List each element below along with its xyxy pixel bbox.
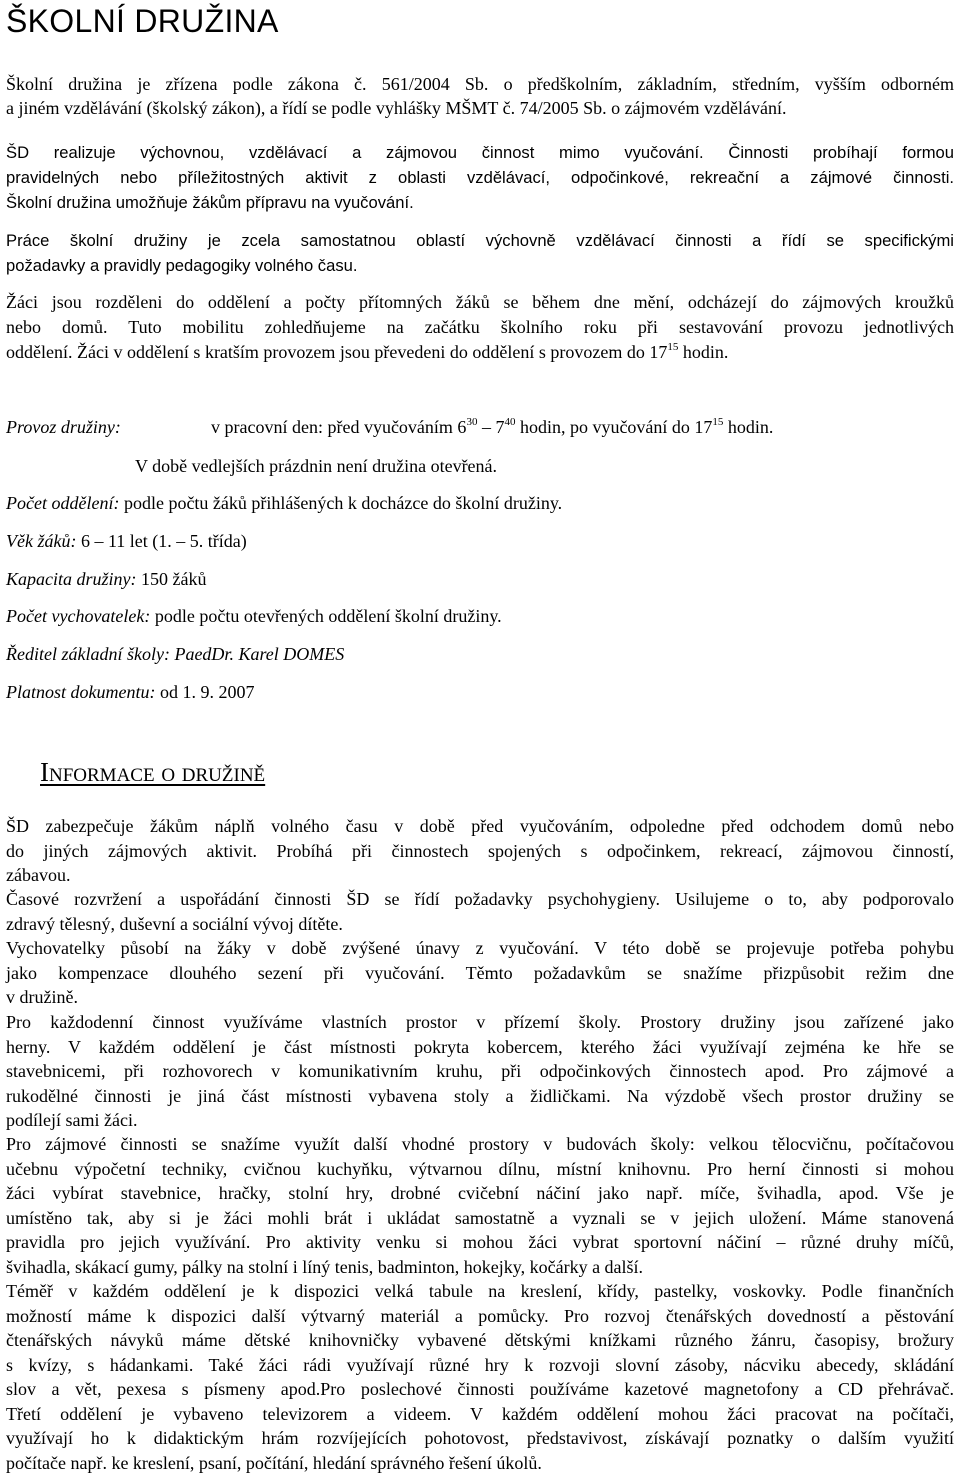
text-line: ŠD realizuje výchovnou, vzdělávací a zájmovou činnost mimo vyučování. Činnosti probíhají formou bbox=[6, 143, 954, 162]
provoz-value bbox=[211, 415, 773, 439]
text-line: Školní družina umožňuje žákům přípravu na vyučování. bbox=[6, 193, 414, 212]
text-line: čtenářských návyků máme dětské knihovničky vybavené dětskými knížkami různého žánru, časopisy, brožury bbox=[6, 1330, 954, 1350]
text-line: požadavky a pravidly pedagogiky volného času. bbox=[6, 256, 358, 275]
superscript: 30 bbox=[466, 416, 478, 428]
platnost-value: od 1. 9. 2007 bbox=[155, 682, 255, 702]
intro-paragraph-3 bbox=[6, 228, 954, 278]
vek-zaku-value: 6 – 11 let (1. – 5. třída) bbox=[76, 531, 247, 551]
info-paragraph-6 bbox=[6, 1279, 954, 1475]
text-line: ŠD zabezpečuje žákům náplň volného času v době před vyučováním, odpoledne před odchodem domů nebo bbox=[6, 816, 954, 836]
text-line: počítače např. ke kreslení, psaní, počítání, hledání správného řešení úkolů. bbox=[6, 1452, 542, 1473]
text-line: Pro zájmové činnosti se snažíme využít další vhodné prostory v budovách školy: velkou tělocvičnu, počítačovou bbox=[6, 1134, 954, 1154]
text-line bbox=[6, 340, 954, 365]
pocet-oddeleni-value: podle počtu žáků přihlášených k docházce do školní družiny. bbox=[119, 493, 563, 513]
provoz-row bbox=[6, 415, 121, 439]
intro-paragraph-4 bbox=[6, 290, 954, 365]
superscript: 15 bbox=[667, 341, 679, 353]
vek-zaku-row bbox=[6, 529, 247, 553]
reditel-label: Ředitel základní školy: PaedDr. Karel DOMES bbox=[6, 644, 345, 664]
vychovatelky-row bbox=[6, 604, 502, 628]
info-paragraph-5 bbox=[6, 1132, 954, 1279]
text-line: Školní družina je zřízena podle zákona č. 561/2004 Sb. o předškolním, základním, středním, vyšším odborném bbox=[6, 74, 954, 94]
section-heading: Informace o družině bbox=[40, 757, 266, 787]
pocet-oddeleni-label: Počet oddělení: bbox=[6, 493, 120, 513]
kapacita-label: Kapacita družiny: bbox=[6, 569, 137, 589]
page-title: ŠKOLNÍ DRUŽINA bbox=[6, 3, 279, 39]
superscript: 40 bbox=[504, 416, 516, 428]
superscript: 15 bbox=[712, 416, 724, 428]
text-line: žáci vybírat stavebnice, hračky, stolní hry, drobné cvičební náčiní jako např. míče, švihadla, apod. Vše je bbox=[6, 1183, 954, 1203]
text-line: herny. V každém oddělení je část místnosti pokryta kobercem, kterého žáci využívají zejména ke hře se bbox=[6, 1036, 954, 1057]
text-run: – 7 bbox=[477, 417, 505, 437]
text-line: slov a vět, pexesa s písmeny apod.Pro poslechové činnosti používáme kazetové magnetofony a CD přehrávač. bbox=[6, 1379, 954, 1399]
kapacita-row bbox=[6, 567, 206, 591]
text-line: Téměř v každém oddělení je k dispozici velká tabule na kreslení, křídy, pastelky, voskovky. Podle finančních bbox=[6, 1281, 954, 1301]
text-line: švihadla, skákací gumy, pálky na stolní i líný tenis, badminton, hokejky, kočárky a další. bbox=[6, 1256, 644, 1277]
info-paragraph-1 bbox=[6, 814, 954, 888]
text-run: hodin, po vyučování do 17 bbox=[515, 417, 713, 437]
kapacita-value: 150 žáků bbox=[136, 569, 207, 589]
text-line: možností máme k dispozici další výtvarný materiál a pomůcky. Pro rozvoj čtenářských dovedností a pěstování bbox=[6, 1305, 954, 1326]
text-line: stavebnicemi, při rozhovorech v komunikativním kruhu, při odpočinkových činnostech apod. Pro zájmové a bbox=[6, 1061, 954, 1081]
text-line: s kvízy, s hádankami. Také žáci rádi využívají různé hry k rozvoji slovní zásoby, nácviku abecedy, skládání bbox=[6, 1354, 954, 1375]
vychovatelky-value: podle počtu otevřených oddělení školní družiny. bbox=[150, 606, 502, 626]
text-run: oddělení. Žáci v oddělení s kratším provozem jsou převedeni do oddělení s provozem do 17 bbox=[6, 342, 668, 362]
text-line: do jiných zájmových aktivit. Probíhá při činnostech spojených s odpočinkem, rekreací, zájmovou činností, bbox=[6, 840, 954, 861]
text-line: nebo domů. Tuto mobilitu zohledňujeme na začátku školního roku při sestavování provozu jednotlivých bbox=[6, 317, 954, 337]
text-line: využívají ho k didaktickým hrám rozvíjejících pohotovost, představivost, získávají poznatky o dalším využití bbox=[6, 1428, 954, 1448]
text-line: pravidelných nebo příležitostných aktivit z oblasti vzdělávací, odpočinkové, rekreační a zájmové činnosti. bbox=[6, 168, 954, 187]
reditel-row bbox=[6, 642, 344, 666]
text-run: v pracovní den: před vyučováním 6 bbox=[211, 417, 467, 437]
text-run: hodin. bbox=[678, 342, 729, 362]
text-line: a jiném vzdělávání (školský zákon), a řídí se podle vyhlášky MŠMT č. 74/2005 Sb. o zájmovém vzdělávání. bbox=[6, 98, 787, 118]
text-run: hodin. bbox=[723, 417, 774, 437]
text-line: učebnu výpočetní techniky, cvičnou kuchyňku, výtvarnou dílnu, místní knihovnu. Pro herní činnosti si mohou bbox=[6, 1158, 954, 1179]
platnost-label: Platnost dokumentu: bbox=[6, 682, 156, 702]
vychovatelky-label: Počet vychovatelek: bbox=[6, 606, 151, 626]
pocet-oddeleni-row bbox=[6, 491, 562, 515]
text-line: Třetí oddělení je vybaveno televizorem a videem. V každém oddělení mohou žáci pracovat na počítači, bbox=[6, 1403, 954, 1424]
text-line: Vychovatelky působí na žáky v době zvýšené únavy z vyučování. V této době se projevuje potřeba pohybu bbox=[6, 938, 954, 958]
text-line: Pro každodenní činnost využíváme vlastních prostor v přízemí školy. Prostory družiny jsou zařízené jako bbox=[6, 1012, 954, 1032]
text-line: Žáci jsou rozděleni do oddělení a počty přítomných žáků se během dne mění, odcházejí do zájmových kroužků bbox=[6, 292, 954, 312]
text-line: Časové rozvržení a uspořádání činnosti ŠD se řídí požadavky psychohygieny. Usilujeme o to, aby podporovalo bbox=[6, 889, 954, 909]
text-line: umístěno tak, aby si je žáci mohli brát i ukládat samostatně a vyznali se v jejich uložení. Máme stanovená bbox=[6, 1207, 954, 1228]
text-line: Práce školní družiny je zcela samostatnou oblastí výchovně vzdělávací činnosti a řídí se specifickými bbox=[6, 231, 954, 250]
text-line: podílejí sami žáci. bbox=[6, 1110, 138, 1130]
text-line: pravidla pro jejich využívání. Pro aktivity venku si mohou žáci vybrat sportovní náčiní – různé druhy míčů, bbox=[6, 1232, 954, 1252]
provoz-label: Provoz družiny: bbox=[6, 417, 121, 437]
text-line: jako kompenzace dlouhého sezení při vyučování. Těmto požadavkům se snažíme přizpůsobit režim dne bbox=[6, 962, 954, 983]
info-paragraph-2 bbox=[6, 887, 954, 936]
prazdniny-note: V době vedlejších prázdnin není družina otevřená. bbox=[135, 456, 498, 476]
text-line: rukodělné činnosti je jiná část místnosti vybavena stoly a židličkami. Na výzdobě všech prostor družiny se bbox=[6, 1085, 954, 1106]
info-paragraph-4 bbox=[6, 1010, 954, 1133]
vek-zaku-label: Věk žáků: bbox=[6, 531, 77, 551]
platnost-row bbox=[6, 680, 254, 704]
intro-paragraph-1 bbox=[6, 72, 954, 120]
intro-paragraph-2 bbox=[6, 140, 954, 215]
text-line: zábavou. bbox=[6, 865, 71, 885]
text-line: zdravý tělesný, duševní a sociální vývoj dítěte. bbox=[6, 913, 343, 934]
info-paragraph-3 bbox=[6, 936, 954, 1010]
text-line: v družině. bbox=[6, 987, 78, 1007]
